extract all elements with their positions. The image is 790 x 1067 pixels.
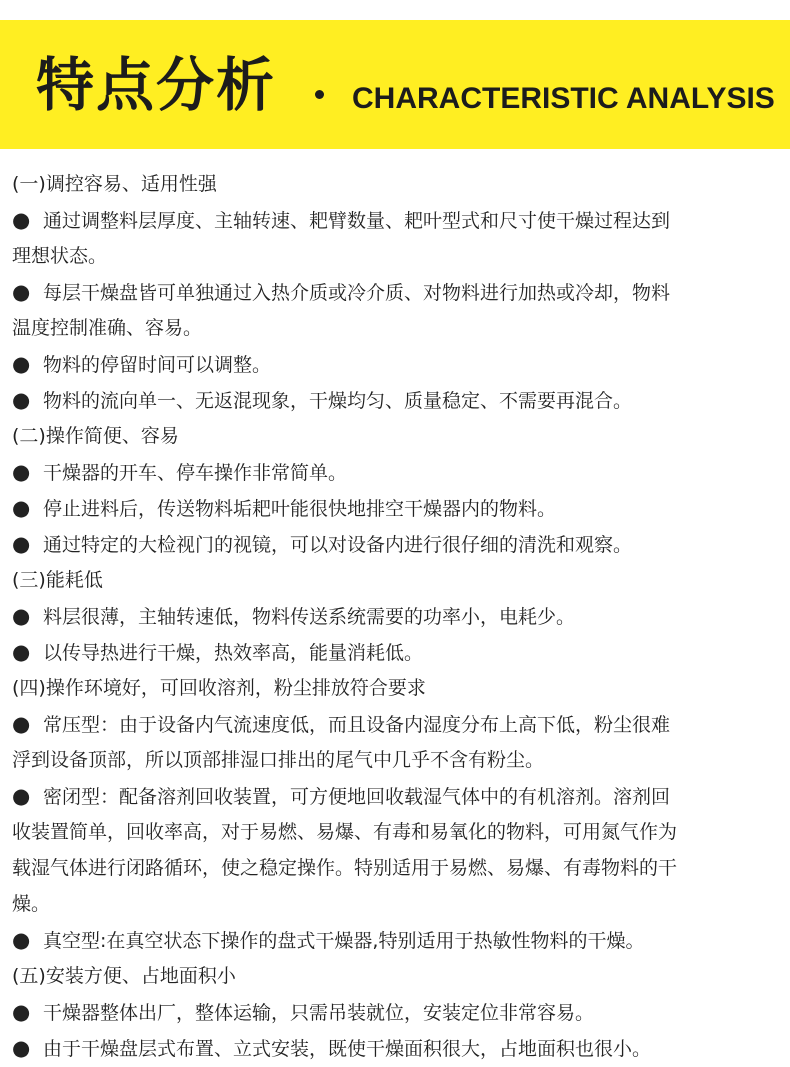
- separator-dot-icon: [315, 90, 324, 99]
- item-text: 干燥器整体出厂，整体运输，只需吊装就位，安装定位非常容易。: [43, 1002, 595, 1024]
- bullet-item-continuation: [12, 886, 784, 922]
- bullet-icon: ●: [12, 460, 31, 484]
- item-text: 以传导热进行干燥，热效率高，能量消耗低。: [43, 642, 424, 664]
- bullet-icon: ●: [12, 604, 31, 628]
- item-text: 通过特定的大检视门的视镜，可以对设备内进行很仔细的清洗和观察。: [43, 534, 633, 556]
- item-text: 理想状态。: [12, 245, 108, 267]
- item-text: 物料的流向单一、无返混现象，干燥均匀、质量稳定、不需要再混合。: [43, 390, 633, 412]
- bullet-item: [12, 598, 784, 634]
- bullet-icon: ●: [12, 928, 31, 952]
- item-text: 物料的停留时间可以调整。: [43, 354, 272, 376]
- item-text: 停止进料后，传送物料垢耙叶能很快地排空干燥器内的物料。: [43, 498, 557, 520]
- bullet-item: [12, 202, 784, 238]
- bullet-item-continuation: [12, 742, 784, 778]
- bullet-item: [12, 274, 784, 310]
- page-subtitle: CHARACTERISTIC ANALYSIS: [352, 82, 775, 115]
- section-heading: (五)安装方便、占地面积小: [12, 965, 236, 987]
- bullet-item-continuation: [12, 310, 784, 346]
- feature-list: [12, 166, 784, 1066]
- section-heading: (四)操作环境好，可回收溶剂，粉尘排放符合要求: [12, 677, 426, 699]
- bullet-icon: ●: [12, 784, 31, 808]
- bullet-item: [12, 526, 784, 562]
- item-text: 干燥器的开车、停车操作非常简单。: [43, 462, 348, 484]
- bullet-item: [12, 382, 784, 418]
- item-text: 每层干燥盘皆可单独通过入热介质或冷介质、对物料进行加热或冷却，物料: [43, 282, 671, 304]
- bullet-item-continuation: [12, 850, 784, 886]
- item-text: 温度控制准确、容易。: [12, 317, 203, 339]
- bullet-item: [12, 490, 784, 526]
- item-text: 真空型:在真空状态下操作的盘式干燥器,特别适用于热敏性物料的干燥。: [43, 930, 645, 952]
- item-text: 由于干燥盘层式布置、立式安装，既使干燥面积很大，占地面积也很小。: [43, 1038, 652, 1060]
- section-heading: (一)调控容易、适用性强: [12, 173, 217, 195]
- bullet-item: [12, 454, 784, 490]
- section-heading: (三)能耗低: [12, 569, 103, 591]
- item-text: 收装置简单，回收率高，对于易燃、易爆、有毒和易氧化的物料，可用氮气作为: [12, 821, 678, 843]
- bullet-item: [12, 634, 784, 670]
- item-text: 载湿气体进行闭路循环，使之稳定操作。特别适用于易燃、易爆、有毒物料的干: [12, 857, 678, 879]
- bullet-item: [12, 778, 784, 814]
- item-text: 浮到设备顶部，所以顶部排湿口排出的尾气中几乎不含有粉尘。: [12, 749, 545, 771]
- bullet-icon: ●: [12, 532, 31, 556]
- bullet-item: [12, 1030, 784, 1066]
- bullet-icon: ●: [12, 352, 31, 376]
- bullet-item-continuation: [12, 238, 784, 274]
- bullet-item: [12, 994, 784, 1030]
- item-text: 燥。: [12, 893, 51, 915]
- header-banner: [0, 20, 790, 149]
- bullet-item: [12, 706, 784, 742]
- bullet-icon: ●: [12, 496, 31, 520]
- page-title: 特点分析: [36, 51, 277, 119]
- bullet-item-continuation: [12, 814, 784, 850]
- item-text: 通过调整料层厚度、主轴转速、耙臂数量、耙叶型式和尺寸使干燥过程达到: [43, 210, 671, 232]
- item-text: 常压型：由于设备内气流速度低，而且设备内湿度分布上高下低，粉尘很难: [43, 714, 671, 736]
- bullet-icon: ●: [12, 1036, 31, 1060]
- bullet-item: [12, 346, 784, 382]
- bullet-icon: ●: [12, 280, 31, 304]
- item-text: 料层很薄，主轴转速低，物料传送系统需要的功率小，电耗少。: [43, 606, 576, 628]
- bullet-item: [12, 922, 784, 958]
- bullet-icon: ●: [12, 1000, 31, 1024]
- bullet-icon: ●: [12, 388, 31, 412]
- item-text: 密闭型：配备溶剂回收装置，可方便地回收载湿气体中的有机溶剂。溶剂回: [43, 786, 671, 808]
- bullet-icon: ●: [12, 712, 31, 736]
- bullet-icon: ●: [12, 208, 31, 232]
- bullet-icon: ●: [12, 640, 31, 664]
- section-heading: (二)操作简便、容易: [12, 425, 179, 447]
